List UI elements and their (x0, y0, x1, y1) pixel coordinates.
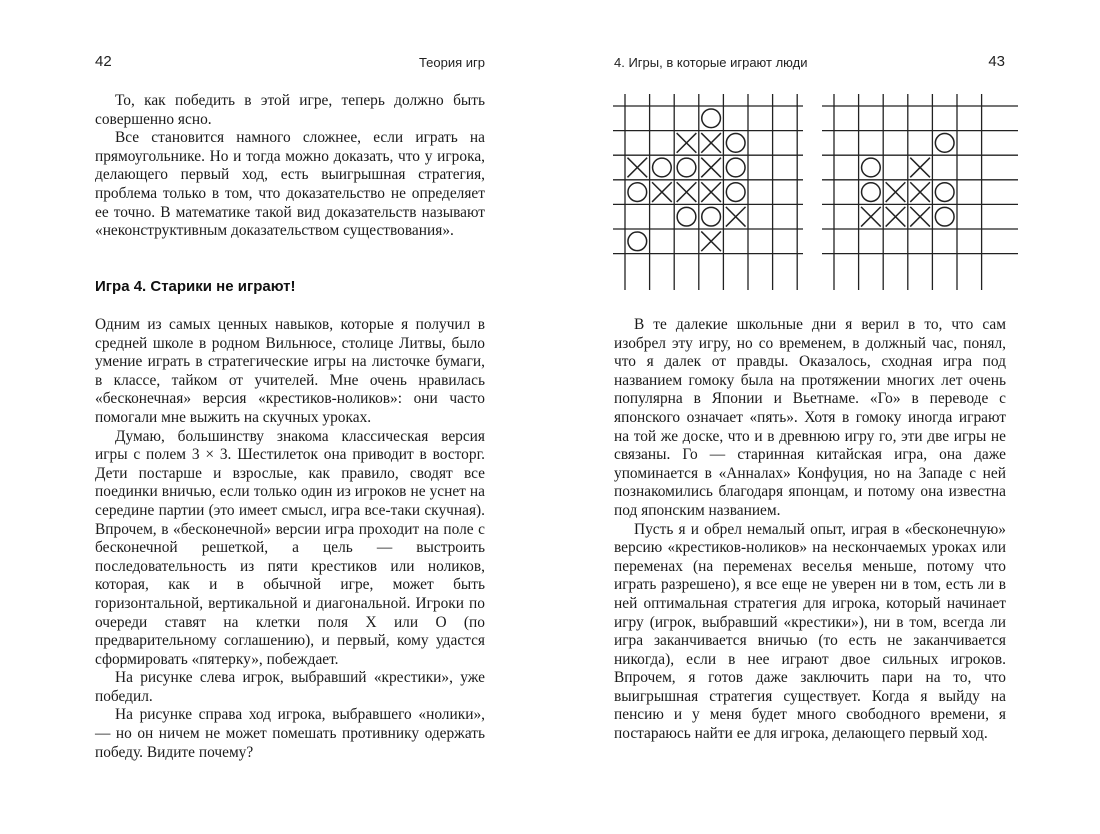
x-mark (861, 207, 881, 227)
paragraph: Пусть я и обрел немалый опыт, играя в «бесконечную» версию «крестиков-ноликов» на нескончаемых уроках или переменах (на переменах веселья меньше, потому что играть разрешено), я все еще не уверен ни в том, есть ли в ней оптимальная стратегия для игрока, который начинает игру (игрок, выбравший «крестики»), ни в том, всегда ли игра заканчивается вничью (то есть не заканчивается никогда), если в нее играют двое сильных игроков. Впрочем, я готов даже заключить пари на то, что выигрышная стратегия существует. Когда я выйду на пенсию и у меня будет много свободного времени, я постараюсь найти ее для игрока, делающего первый ход. (614, 520, 1006, 743)
paragraph: На рисунке справа ход игрока, выбравшего «нолики», — но он ничем не может помешать противнику одержать победу. Видите почему? (95, 706, 485, 761)
o-mark (677, 158, 696, 177)
o-mark (935, 207, 954, 226)
section-text (95, 316, 485, 762)
o-mark (702, 207, 721, 226)
o-mark (628, 232, 647, 251)
o-mark (677, 207, 696, 226)
running-header: Теория игр (418, 55, 485, 70)
o-mark (862, 183, 881, 202)
o-mark (702, 109, 721, 128)
x-mark (627, 158, 647, 178)
x-mark (910, 182, 930, 202)
paragraph: Все становится намного сложнее, если играть на прямоугольнике. Но и тогда можно доказать, что у игрока, делающего первый ход, есть выигрышная стратегия, проблема только в том, что доказательство не определяет ее точно. В математике такой вид доказательств называют «неконструктивным доказательством существования». (95, 129, 485, 240)
x-mark (677, 133, 697, 153)
x-mark (652, 182, 672, 202)
paragraph: Одним из самых ценных навыков, которые я получил в средней школе в родном Вильнюсе, столице Литвы, было умение играть в стратегические игры на листочке бумаги, в классе, тайком от учителей. Мне очень нравилась «бесконечная» версия «крестиков-ноликов»: они часто помогали мне выжить на скучных уроках. (95, 316, 485, 426)
o-mark (628, 183, 647, 202)
x-mark (886, 207, 906, 227)
x-mark (701, 231, 721, 251)
x-mark (701, 158, 721, 178)
o-mark (726, 183, 745, 202)
page-number: 42 (95, 53, 112, 70)
right-text (614, 316, 1006, 744)
o-mark (862, 158, 881, 177)
paragraph: В те далекие школьные дни я верил в то, что сам изобрел эту игру, но со временем, в должный час, понял, что я далек от правды. Оказалось, сходная игра под названием гомоку была на протяжении многих лет очень популярна в Японии и Вьетнаме. «Го» в переводе с японского означает «пять». Хотя в гомоку иногда играют на той же доске, что и в древнюю игру го, эти две игры не связаны. Го — старинная китайская игра, она даже упоминается в «Анналах» Конфуция, но на Западе с ней познакомились благодаря японцам, и потому она известна под японским названием. (614, 316, 1006, 519)
x-mark (910, 207, 930, 227)
o-mark (726, 158, 745, 177)
x-mark (886, 182, 906, 202)
x-mark (910, 158, 930, 178)
paragraph: Думаю, большинству знакома классическая версия игры с полем 3 × 3. Шестилеток она приводит в восторг. Дети постарше и взрослые, как правило, сводят все поединки вничью, если только один из игроков не уснет на середине партии (это имеет смысл, игра все-таки скучная). Впрочем, в «бесконечной» версии игра проходит на поле с бесконечной решеткой, а цель — выстроить последовательность из пяти крестиков или ноликов, которая, как и в обычной игре, может быть горизонтальной, вертикальной и диагональной. Игроки по очереди ставят на клетки поля X или O (по предварительному соглашению), и первый, кому удастся сформировать «пятерку», побеждает. (95, 427, 485, 668)
x-mark (677, 182, 697, 202)
game-board-right (822, 94, 1018, 290)
x-mark (701, 133, 721, 153)
x-mark (726, 207, 746, 227)
section-heading: Игра 4. Старики не играют! (95, 278, 296, 295)
page-number: 43 (988, 53, 1005, 70)
game-board-left (613, 94, 803, 290)
o-mark (935, 183, 954, 202)
o-mark (935, 134, 954, 153)
x-mark (701, 182, 721, 202)
paragraph: На рисунке слева игрок, выбравший «крестики», уже победил. (95, 669, 485, 705)
o-mark (726, 134, 745, 153)
paragraph: То, как победить в этой игре, теперь должно быть совершенно ясно. (95, 92, 485, 128)
running-header: 4. Игры, в которые играют люди (614, 55, 808, 70)
right-page (550, 0, 1100, 834)
intro-text (95, 92, 485, 241)
o-mark (653, 158, 672, 177)
